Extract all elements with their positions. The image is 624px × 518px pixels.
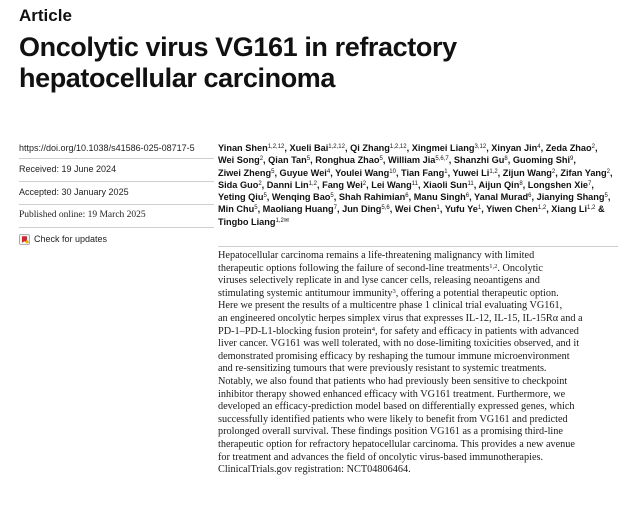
- reference-superscript: 2: [258, 180, 262, 187]
- reference-superscript: 10: [389, 168, 396, 175]
- reference-superscript: 6: [528, 193, 532, 200]
- abstract-line: an engineered oncolytic herpes simplex virus that expresses IL-12, IL-15, IL-15Rα and a: [218, 312, 583, 324]
- divider: [218, 246, 618, 247]
- reference-superscript: 1: [436, 205, 440, 212]
- reference-superscript: 1: [477, 205, 482, 212]
- reference-superscript: 7: [588, 180, 592, 187]
- reference-superscript: 1,2,12: [328, 144, 345, 150]
- reference-superscript: 5: [254, 205, 258, 212]
- abstract-line: liver cancer. VG161 was well tolerated, with no dose-limiting toxicities observed, and it: [218, 338, 580, 350]
- reference-superscript: 5: [306, 156, 311, 163]
- reference-superscript: 2: [606, 168, 611, 175]
- reference-superscript: 4: [537, 144, 541, 150]
- reference-superscript: 3: [392, 287, 396, 295]
- reference-superscript: 5: [604, 193, 608, 200]
- abstract-line: ClinicalTrials.gov registration: NCT04806464.: [218, 464, 411, 476]
- abstract-line: successfully identified patients who were likely to benefit from VG161 and predicted: [218, 413, 568, 425]
- reference-superscript: 1,2✉: [275, 217, 289, 224]
- check-for-updates-icon: [19, 234, 30, 245]
- abstract: [218, 250, 618, 477]
- reference-superscript: 2: [591, 144, 595, 150]
- reference-superscript: 6: [405, 193, 409, 200]
- reference-superscript: 5: [330, 193, 334, 200]
- reference-superscript: 5: [379, 156, 383, 163]
- check-for-updates-button[interactable]: [19, 232, 214, 246]
- title-line: Oncolytic virus VG161 in refractory: [19, 32, 457, 62]
- abstract-line: therapeutic options following the failure of second-line treatments$^{1,2}$. Oncolytic: [218, 262, 543, 274]
- abstract-line: developed an efficacy-prediction model based on differentially expressed genes, which: [218, 401, 575, 413]
- abstract-line: stimulating systemic antitumour immunity$^3$, offering a potential therapeutic option.: [218, 287, 559, 299]
- reference-superscript: 3,12: [474, 144, 487, 150]
- abstract-line: for treatment and advances the field of oncolytic virus-based immunotherapies.: [218, 451, 544, 463]
- abstract-line: and re-sensitizing tumours that were previously resistant to systemic treatments.: [218, 363, 547, 375]
- reference-superscript: 1,2: [489, 262, 498, 270]
- abstract-line: inhibitor therapy showed enhanced efficacy with VG161 treatment. Furthermore, we: [218, 388, 566, 400]
- author-line: Sida Guo$^2$, Danni Lin$^{1,2}$, Fang Wei$^2$, Lei Wang$^{11}$, Xiaoli Sun$^{11}$, Aijun Qin$^8$, Longshen Xie$^7$,: [218, 179, 594, 190]
- reference-superscript: 2: [551, 168, 556, 175]
- reference-superscript: 1,2: [537, 205, 547, 212]
- reference-superscript: 9: [570, 156, 574, 163]
- reference-superscript: 1: [444, 168, 448, 175]
- reference-superscript: 6: [465, 193, 470, 200]
- abstract-line: prolonged overall survival. These findings position VG161 as a promising third-line: [218, 426, 563, 438]
- reference-superscript: 5,6,7: [435, 156, 449, 163]
- abstract-line: viruses selectively replicate in and lyse cancer cells, releasing neoantigens and: [218, 275, 540, 287]
- author-line: Yinan Shen$^{1,2,12}$, Xueli Bai$^{1,2,12}$, Qi Zhang$^{1,2,12}$, Xingmei Liang$^{3,12}$, Xinyan Jin$^4$, Zeda Zhao$^2$,: [218, 143, 598, 153]
- abstract-line: demonstrated promising efficacy by reshaping the tumour immune microenvironment: [218, 350, 570, 362]
- reference-superscript: 5: [271, 168, 275, 175]
- reference-superscript: 7: [333, 205, 337, 212]
- author-line: Min Chu$^5$, Maoliang Huang$^7$, Jun Ding$^{5,6}$, Wei Chen$^1$, Yufu Ye$^1$, Yiwen Chen$^{1,2}$, Xiang Li$^{1,2}$ &: [218, 204, 605, 215]
- abstract-line: PD-1–PD-L1-blocking fusion protein$^4$, for safety and efficacy in patients with advanced: [218, 325, 579, 337]
- reference-superscript: 4: [326, 168, 331, 175]
- reference-superscript: 1,2: [489, 168, 498, 175]
- author-line: Ziwei Zheng$^5$, Guyue Wei$^4$, Youlei Wang$^{10}$, Tian Fang$^1$, Yuwei Li$^{1,2}$, Zijun Wang$^2$, Zifan Yang$^2$,: [218, 167, 613, 178]
- reference-superscript: 4: [371, 325, 375, 333]
- reference-superscript: 8: [504, 156, 508, 163]
- abstract-line: Hepatocellular carcinoma remains a life-threatening malignancy with limited: [218, 250, 535, 261]
- reference-superscript: 1,2,12: [267, 144, 285, 150]
- abstract-line: therapeutic option for refractory hepatocellular carcinoma. This provides a new avenue: [218, 438, 575, 450]
- accepted-date: Accepted: 30 January 2025: [19, 186, 214, 205]
- check-for-updates-label: Check for updates: [34, 234, 108, 244]
- reference-superscript: 2: [362, 180, 367, 187]
- reference-superscript: 1,2: [587, 205, 596, 212]
- reference-superscript: 11: [411, 180, 418, 187]
- reference-superscript: 1,2,12: [389, 144, 407, 150]
- author-line: Yeting Qiu$^5$, Wenqing Bao$^5$, Shah Rahimian$^6$, Manu Singh$^6$, Yanal Murad$^6$, Jianying Shang$^5$,: [218, 192, 611, 203]
- reference-superscript: 5: [263, 193, 267, 200]
- article-metadata: [19, 142, 214, 246]
- published-date: Published online: 19 March 2025: [19, 209, 214, 228]
- abstract-line: Here we present the results of a multicentre phase 1 clinical trial evaluating VG161,: [218, 300, 563, 312]
- doi-link[interactable]: https://doi.org/10.1038/s41586-025-08717-5: [19, 142, 214, 159]
- article-title: [19, 32, 619, 94]
- reference-superscript: 11: [467, 180, 474, 187]
- article-type-label: Article: [19, 6, 72, 25]
- abstract-line: Notably, we also found that patients who had previously been sensitive to checkpoint: [218, 375, 568, 387]
- received-date: Received: 19 June 2024: [19, 163, 214, 182]
- author-line: Tingbo Liang$^{1,2✉}$: [218, 216, 289, 227]
- reference-superscript: 2: [259, 156, 264, 163]
- reference-superscript: 5,6: [381, 205, 390, 212]
- reference-superscript: 1,2: [308, 180, 317, 187]
- title-line: hepatocellular carcinoma: [19, 63, 336, 93]
- author-list: [218, 142, 618, 228]
- reference-superscript: 8: [519, 180, 523, 187]
- author-line: Wei Song$^2$, Qian Tan$^5$, Ronghua Zhao$^5$, William Jia$^{5,6,7}$, Shanzhi Gu$^8$, Guoming Shi$^9$,: [218, 155, 576, 166]
